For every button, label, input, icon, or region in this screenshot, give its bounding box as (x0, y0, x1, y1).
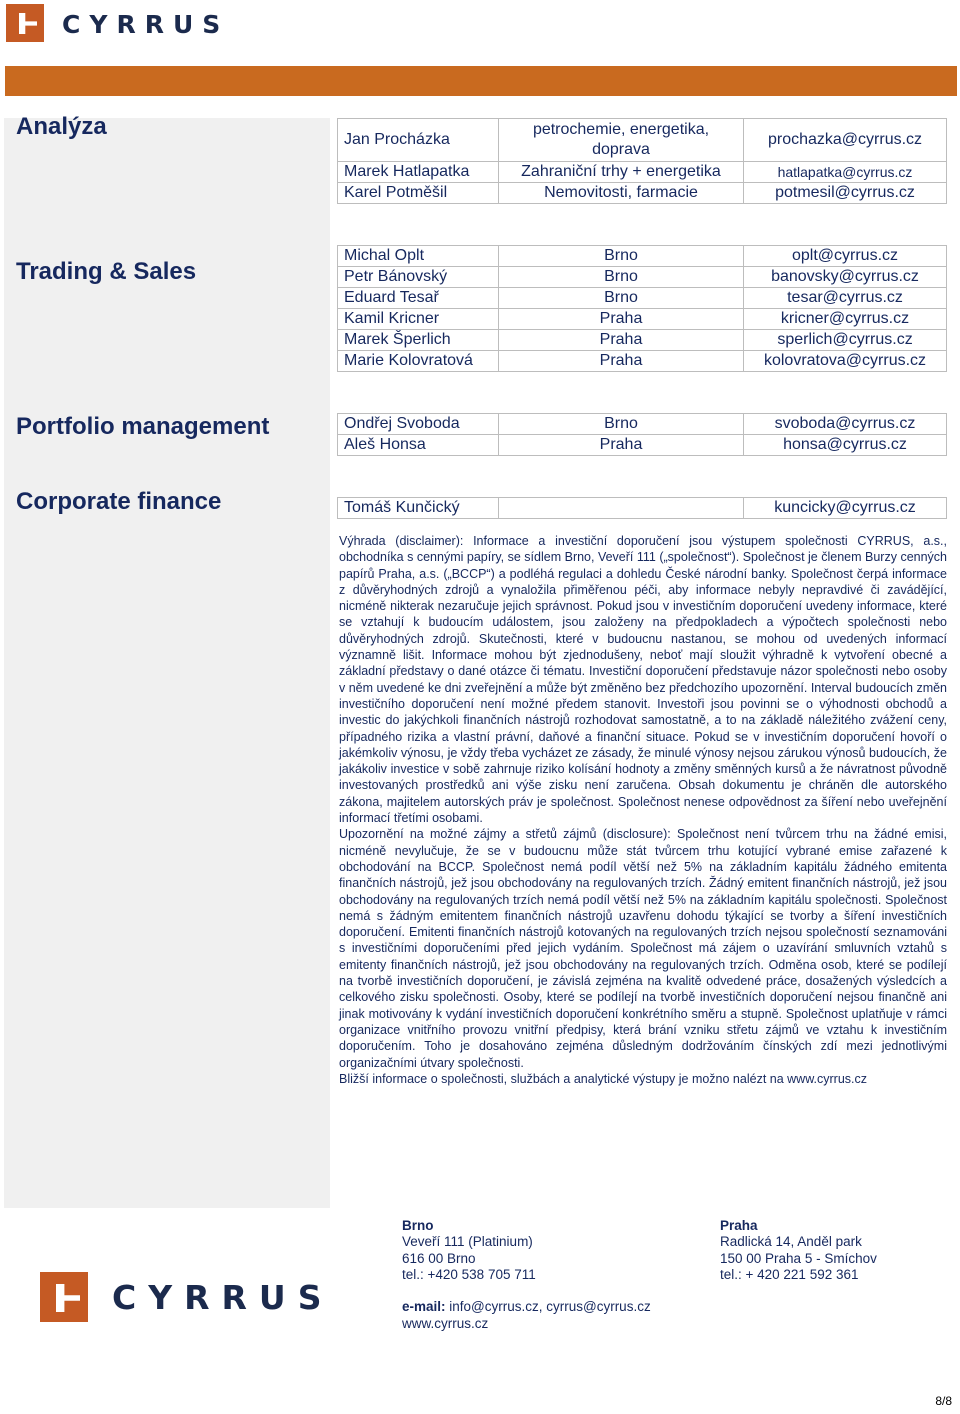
table-row (338, 246, 947, 267)
contact-name: Marek Hatlapatka (338, 162, 499, 183)
table-row (338, 183, 947, 204)
table-row (338, 288, 947, 309)
contact-email[interactable]: hatlapatka@cyrrus.cz (744, 162, 947, 183)
table-row (338, 435, 947, 456)
contact-email[interactable]: oplt@cyrrus.cz (744, 246, 947, 267)
cyrrus-logo-icon (40, 1272, 88, 1322)
email-label: e-mail: (402, 1299, 446, 1314)
contact-city: Brno (499, 414, 744, 435)
contact-focus: petrochemie, energetika, doprava (499, 119, 744, 162)
contact-email[interactable]: kuncicky@cyrrus.cz (744, 498, 947, 519)
contact-city: Brno (499, 288, 744, 309)
contact-name: Karel Potměšil (338, 183, 499, 204)
section-title-analyza: Analýza (16, 113, 107, 140)
table-row (338, 498, 947, 519)
contact-email[interactable]: prochazka@cyrrus.cz (744, 119, 947, 162)
table-row (338, 267, 947, 288)
contact-city: Praha (499, 309, 744, 330)
email-value[interactable]: info@cyrrus.cz, cyrrus@cyrrus.cz (445, 1299, 651, 1314)
address-line: 616 00 Brno (402, 1250, 476, 1266)
section-title-corporate: Corporate finance (16, 488, 222, 515)
contact-email[interactable]: banovsky@cyrrus.cz (744, 267, 947, 288)
section-title-portfolio: Portfolio management (16, 413, 270, 440)
contacts-table-portfolio (337, 413, 947, 456)
contact-name: Ondřej Svoboda (338, 414, 499, 435)
address-city: Brno (402, 1218, 434, 1233)
contact-focus: Zahraniční trhy + energetika (499, 162, 744, 183)
contact-email[interactable]: kricner@cyrrus.cz (744, 309, 947, 330)
table-row (338, 119, 947, 162)
contact-name: Aleš Honsa (338, 435, 499, 456)
address-phone: tel.: + 420 221 592 361 (720, 1266, 859, 1282)
contact-name: Michal Oplt (338, 246, 499, 267)
contact-city: Praha (499, 435, 744, 456)
cyrrus-logo-icon (6, 4, 44, 42)
contacts-table-corporate (337, 497, 947, 519)
table-row (338, 162, 947, 183)
contact-email[interactable]: sperlich@cyrrus.cz (744, 330, 947, 351)
address-line: 150 00 Praha 5 - Smíchov (720, 1250, 877, 1266)
contact-name: Eduard Tesař (338, 288, 499, 309)
address-phone: tel.: +420 538 705 711 (402, 1266, 536, 1282)
contact-name: Marie Kolovratová (338, 351, 499, 372)
logo-wordmark: CYRRUS (62, 10, 230, 39)
table-row (338, 330, 947, 351)
address-city: Praha (720, 1218, 758, 1233)
address-brno (402, 1218, 536, 1283)
contact-email[interactable]: kolovratova@cyrrus.cz (744, 351, 947, 372)
contact-city: Praha (499, 330, 744, 351)
contacts-table-analyza (337, 118, 947, 204)
disclosure-paragraph: Upozornění na možné zájmy a střetů zájmů (disclosure): Společnost není tvůrcem trhu na žádné emisi, nicméně nevylučuje, že se v budoucnu může stát tvůrcem trhu kotující vybrané emise zařazené k obchodování na BCCP. Společnost nemá podíl větší než 5% na základním kapitálu žádného emitenta finančních nástrojů, jež jsou obchodovány na regulovaných trzích. Žádný emitent finančních nástrojů, jež jsou obchodovány na regulovaných trzích nemá podíl větší než 5% na základním kapitálu společnosti. Společnost nemá s žádným emitentem finančních nástrojů uzavřenu dohodu týkající se tvorby a šíření investičních doporučení. Emitenti finančních nástrojů kotovaných na regulovaných trzích nejsou společností seznamováni s investičními doporučeními před jejich vydáním. Společnost má zájem o uzavírání smluvních vztahů s emitenty finančních nástrojů, jež jsou obchodovány na regulovaných trzích. Odměna osob, které se podílejí na tvorbě investičních doporučení, je závislá zejména na kvalitě odvedené práce, dosažených výsledcích a celkového zisku společnosti. Osoby, které se podílejí na tvorbě investičních doporučení nejsou finančně ani jinak motivovány k vydání investičních doporučení konkrétního směru a stupně. Společnost uplatňuje v rámci organizace vnitřního provozu vnitřní předpisy, která brání vzniku střetu zájmů ve vztahu k investičním doporučením. Toho je dosahováno zejména důsledným dodržováním čínských zdí mezi jednotlivými organizačními útvary společnosti. (339, 827, 947, 1070)
contact-email[interactable]: honsa@cyrrus.cz (744, 435, 947, 456)
table-row (338, 351, 947, 372)
footer-logo (40, 1272, 334, 1326)
contact-name: Jan Procházka (338, 119, 499, 162)
section-title-trading: Trading & Sales (16, 258, 197, 285)
contact-city: Praha (499, 351, 744, 372)
table-row (338, 309, 947, 330)
more-info-paragraph: Bližší informace o společnosti, službách a analytické výstupy je možno nalézt na www.cyrrus.cz (339, 1071, 868, 1086)
contact-name: Tomáš Kunčický (338, 498, 499, 519)
contact-email[interactable]: svoboda@cyrrus.cz (744, 414, 947, 435)
website-link[interactable]: www.cyrrus.cz (402, 1316, 489, 1331)
contact-city: Brno (499, 267, 744, 288)
contacts-table-trading (337, 245, 947, 372)
header-bar (5, 66, 957, 96)
logo-wordmark: CYRRUS (112, 1278, 334, 1317)
page-number: 8/8 (935, 1394, 952, 1408)
address-line: Veveří 111 (Platinium) (402, 1234, 533, 1250)
contact-name: Marek Šperlich (338, 330, 499, 351)
table-row (338, 414, 947, 435)
contact-email[interactable]: potmesil@cyrrus.cz (744, 183, 947, 204)
address-praha (720, 1218, 877, 1283)
contact-name: Kamil Kricner (338, 309, 499, 330)
contact-name: Petr Bánovský (338, 267, 499, 288)
contact-focus: Nemovitosti, farmacie (499, 183, 744, 204)
contact-email[interactable]: tesar@cyrrus.cz (744, 288, 947, 309)
address-line: Radlická 14, Anděl park (720, 1234, 862, 1250)
header-logo (6, 4, 230, 44)
contact-city (499, 498, 744, 519)
disclaimer-paragraph: Výhrada (disclaimer): Informace a investiční doporučení jsou výstupem společnosti CYRRUS, a.s., obchodníka s cennými papíry, se sídlem Brno, Veveří 111 („společnost“). Společnost je členem Burzy cenných papírů Praha, a.s. („BCCP“) a podléhá regulaci a dohledu České národní banky. Společnost čerpá informace z důvěryhodných zdrojů a vynaložila přiměřenou péči, aby informace nebyly nepravdivé či zavádějící, nicméně nikterak nezaručuje jejich správnost. Pokud jsou v investičním doporučení uvedeny informace, které se vztahují k budoucím událostem, jsou založeny na předpokladech a výpočtech společnosti nebo důvěryhodných zdrojů. Skutečnosti, které v budoucnu nastanou, se mohou od uvedených informací významně lišit. Informace mohou být zjednodušeny, neboť mají sloužit výhradně k vytvoření obecné a základní představy o dané otázce či tématu. Investiční doporučení představuje názor společnosti nebo osoby v něm uvedené ke dni zveřejnění a může být změněno bez předchozího upozornění. Interval budoucích změn investičního doporučení není možné předem stanovit. Investoři jsou povinni se o výhodnosti obchodů a investic do jakýchkoli finančních nástrojů rozhodovat samostatně, a to na základě náležitého zvážení ceny, případného rizika a vlastní právní, daňové a finanční situace. Pokud se v investičním doporučení hovoří o jakémkoliv výnosu, je vždy třeba vycházet ze zásady, že minulé výnosy nejsou zárukou výnosů budoucích, že jakákoliv investice v sobě zahrnuje riziko kolísání hodnoty a změny směnných kursů a že návratnost původně investovaných prostředků ani výše zisku není zaručena. Obsah dokumentu je chráněn dle autorského zákona, majitelem autorských práv je společnost. Společnost nenese odpovědnost za šíření nebo uveřejnění informací třetími osobami. (339, 534, 948, 826)
disclaimer-text (339, 533, 947, 1087)
contact-email-footer (402, 1299, 651, 1315)
contact-city: Brno (499, 246, 744, 267)
